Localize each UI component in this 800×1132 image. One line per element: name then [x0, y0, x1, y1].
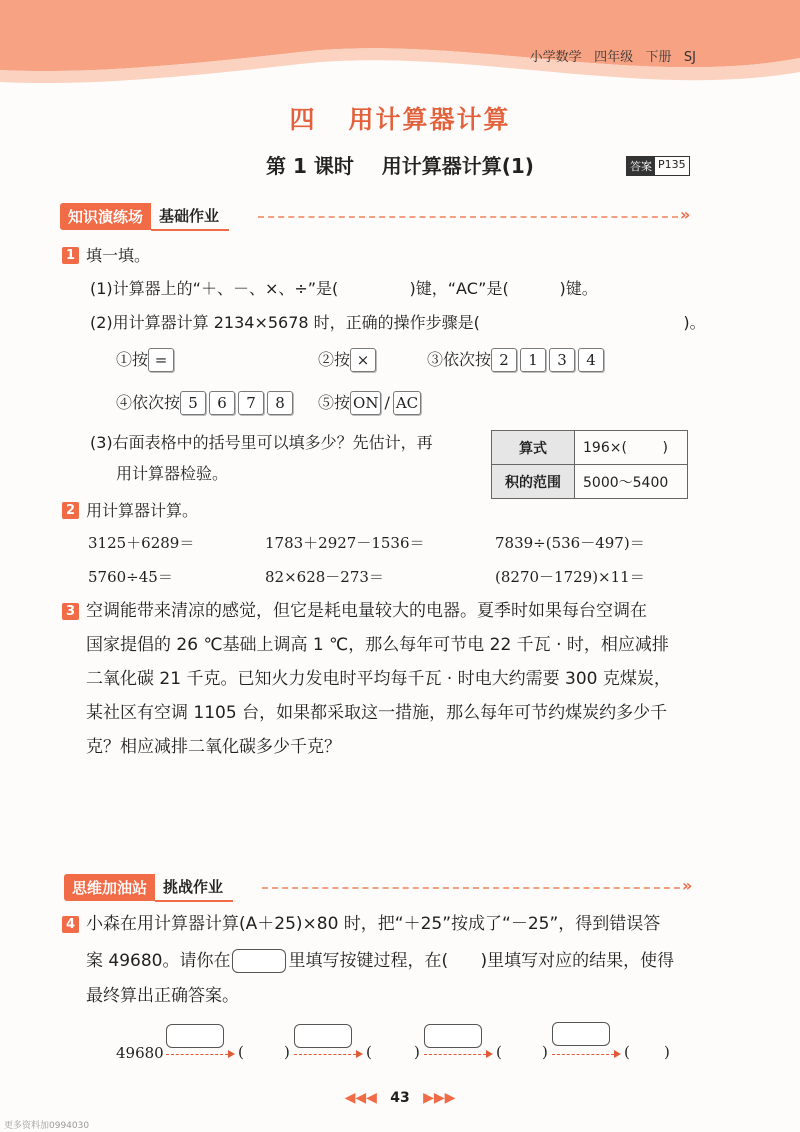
lesson-title: 第 1 课时 用计算器计算(1) — [266, 154, 534, 178]
arrow-head-icon — [356, 1050, 363, 1058]
on-key: ON — [350, 391, 381, 415]
digit-key: 8 — [267, 391, 293, 415]
digit-key: 3 — [549, 348, 575, 372]
key-separator: / — [384, 393, 390, 412]
q2-expression: 1783＋2927－1536＝ — [265, 534, 425, 552]
paren-open: ( — [238, 1043, 244, 1061]
section-challenge-name: 挑战作业 — [155, 873, 233, 902]
q2-title: 用计算器计算。 — [86, 501, 199, 520]
q2-expression: 82×628－273＝ — [265, 568, 384, 586]
subject-label: 小学数学 — [529, 50, 582, 65]
option-4 — [116, 391, 296, 415]
paren-open: ( — [496, 1043, 502, 1061]
digit-key: 5 — [180, 391, 206, 415]
q1-part3-line1: (3)右面表格中的括号里可以填多少？先估计，再 — [90, 433, 433, 452]
arrow-head-icon — [486, 1050, 493, 1058]
paren-close: ) — [414, 1043, 420, 1061]
option-3 — [427, 348, 607, 372]
q2-expression: 3125＋6289＝ — [88, 534, 195, 552]
book-info — [530, 46, 696, 65]
option-5 — [318, 391, 424, 415]
q4-line2-start: 案 49680。请你在 — [86, 951, 231, 971]
footer-note: 更多资料加0994030 — [4, 1121, 90, 1131]
ac-key: AC — [393, 391, 421, 415]
option-1 — [116, 348, 177, 372]
q2-expression: 7839÷(536－497)＝ — [495, 534, 645, 552]
edition-label: SJ — [683, 50, 696, 65]
q3-line: 空调能带来清凉的感觉，但它是耗电量较大的电器。夏季时如果每台空调在 — [86, 601, 647, 621]
arrow-head-icon — [228, 1050, 235, 1058]
q1-part2: (2)用计算器计算 2134×5678 时，正确的操作步骤是( )。 — [90, 313, 706, 332]
chapter-title: 四 用计算器计算 — [289, 105, 511, 134]
question-number-2: 2 — [62, 502, 79, 519]
section-basic-header — [60, 203, 229, 229]
q3-line: 克？相应减排二氧化碳多少千克？ — [86, 737, 341, 757]
paren-close: ) — [542, 1043, 548, 1061]
prev-page-icon[interactable]: ◀◀◀ — [344, 1090, 377, 1106]
option-5-label: ⑤按 — [318, 393, 351, 412]
option-2 — [318, 348, 379, 372]
arrow-line — [552, 1054, 614, 1055]
option-2-label: ②按 — [318, 350, 351, 369]
section-challenge-divider — [262, 887, 680, 889]
header-band — [0, 0, 800, 90]
table-row — [492, 465, 688, 499]
q4-line2 — [86, 949, 674, 973]
page-number: 43 — [390, 1090, 410, 1106]
q2-expression: 5760÷45＝ — [88, 568, 173, 586]
digit-key: 2 — [491, 348, 517, 372]
next-page-icon[interactable]: ▶▶▶ — [423, 1090, 456, 1106]
q4-line3: 最终算出正确答案。 — [86, 986, 239, 1006]
option-4-label: ④依次按 — [116, 393, 181, 412]
question-number-1: 1 — [62, 247, 79, 264]
digit-key: 7 — [238, 391, 264, 415]
keypress-box-sample — [232, 949, 286, 973]
arrow-line — [294, 1054, 356, 1055]
page-navigation — [0, 1090, 800, 1106]
table-head-formula: 算式 — [492, 431, 575, 465]
q1-part1: (1)计算器上的“＋、－、×、÷”是( )键，“AC”是( )键。 — [90, 279, 598, 298]
q2-expression: (8270－1729)×11＝ — [495, 568, 645, 586]
double-chevron-icon: » — [682, 876, 693, 895]
digit-key: 6 — [209, 391, 235, 415]
table-head-range: 积的范围 — [492, 465, 575, 499]
double-chevron-icon: » — [680, 205, 691, 224]
answer-reference — [626, 156, 690, 176]
keypress-box — [424, 1024, 482, 1048]
arrow-line — [166, 1054, 228, 1055]
table-formula-value: 196×( ) — [575, 431, 688, 465]
question-number-3: 3 — [62, 603, 79, 620]
question-number-4: 4 — [62, 916, 79, 933]
multiply-key: × — [350, 348, 376, 372]
section-basic-divider — [258, 216, 678, 218]
volume-label: 下册 — [645, 50, 672, 65]
q3-line: 国家提倡的 26 ℃基础上调高 1 ℃，那么每年可节电 22 千瓦 · 时，相应减排 — [86, 635, 669, 655]
q4-line1: 小森在用计算器计算(A＋25)×80 时，把“＋25”按成了“－25”，得到错误答 — [86, 914, 661, 934]
digit-key: 4 — [578, 348, 604, 372]
q4-line2-end: 里填写按键过程，在( )里填写对应的结果，使得 — [288, 951, 675, 971]
section-challenge-header — [64, 874, 233, 900]
table-row — [492, 431, 688, 465]
equals-key: = — [148, 348, 174, 372]
keypress-box — [294, 1024, 352, 1048]
arrow-head-icon — [614, 1050, 621, 1058]
q1-title: 填一填。 — [86, 246, 151, 265]
arrow-line — [424, 1054, 486, 1055]
section-challenge-tag: 思维加油站 — [64, 874, 155, 901]
paren-open: ( — [366, 1043, 372, 1061]
section-basic-tag: 知识演练场 — [60, 203, 151, 230]
answer-page: P135 — [658, 158, 686, 171]
paren-close: ) — [284, 1043, 290, 1061]
grade-label: 四年级 — [594, 50, 634, 65]
digit-key: 1 — [520, 348, 546, 372]
paren-open: ( — [624, 1043, 630, 1061]
start-value: 49680 — [116, 1044, 164, 1062]
section-basic-name: 基础作业 — [151, 202, 229, 231]
paren-close: ) — [664, 1043, 670, 1061]
answer-label: 答案 — [627, 157, 655, 175]
table-range-value: 5000～5400 — [575, 465, 688, 499]
option-1-label: ①按 — [116, 350, 149, 369]
keypress-box — [552, 1022, 610, 1046]
q3-line: 某社区有空调 1105 台，如果都采取这一措施，那么每年可节约煤炭约多少千 — [86, 703, 668, 723]
q3-line: 二氧化碳 21 千克。已知火力发电时平均每千瓦 · 时电大约需要 300 克煤炭， — [86, 669, 671, 689]
range-table — [491, 430, 688, 499]
keypress-box — [166, 1024, 224, 1048]
option-3-label: ③依次按 — [427, 350, 492, 369]
q1-part3-line2: 用计算器检验。 — [116, 464, 229, 483]
